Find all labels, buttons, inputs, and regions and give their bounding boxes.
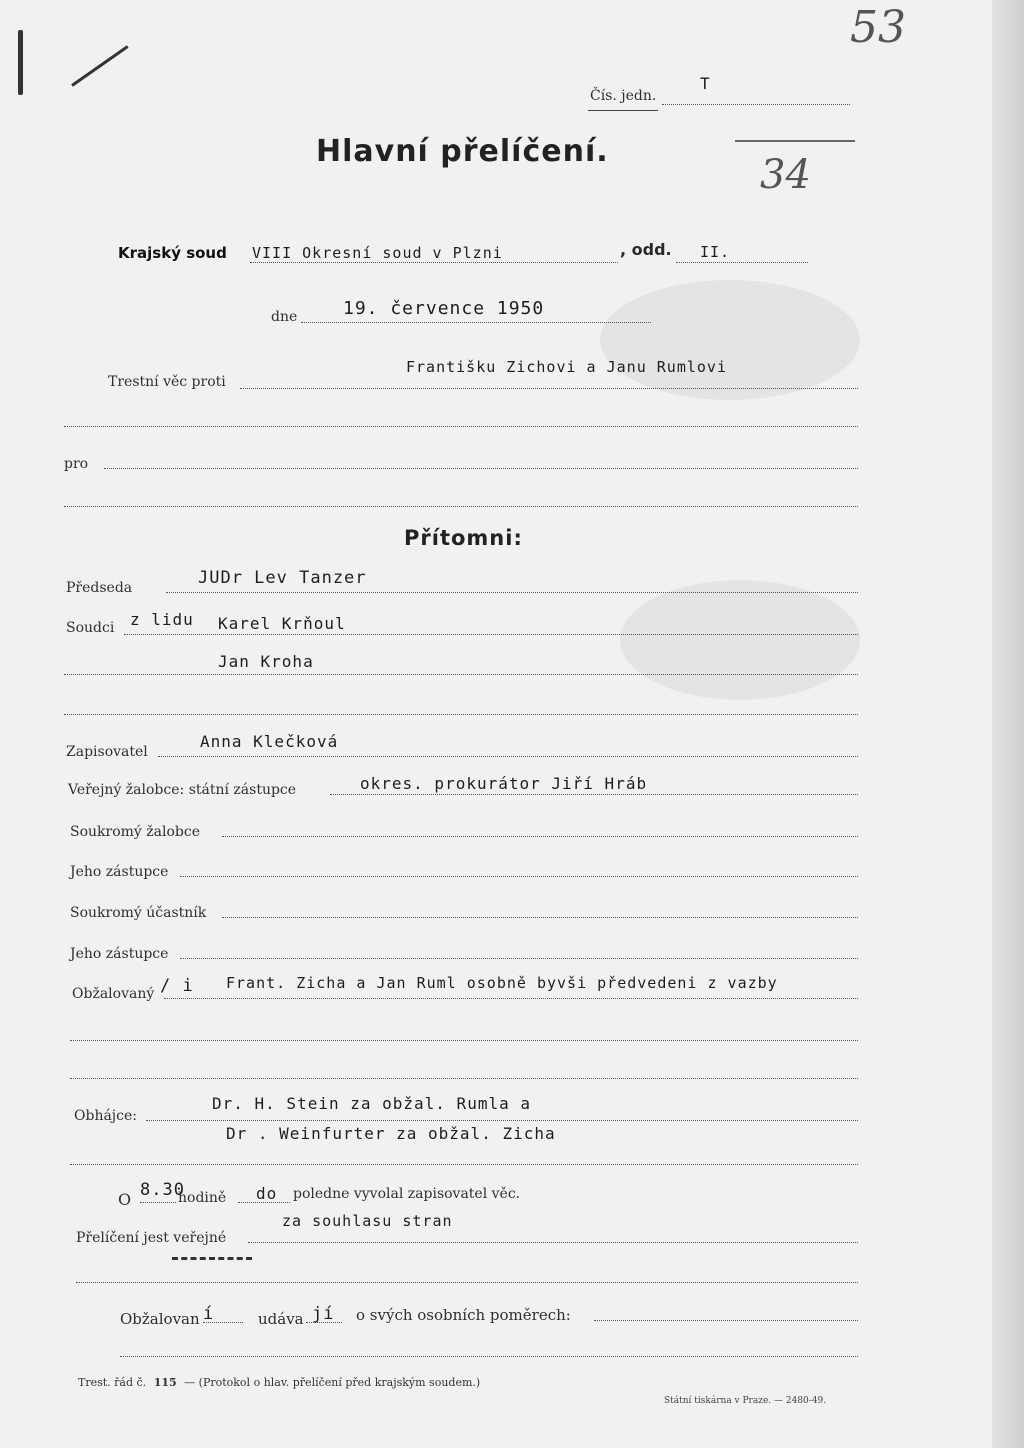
poledne-text: poledne vyvolal zapisovatel věc.: [293, 1186, 521, 1202]
verejny-line: [330, 794, 858, 795]
pro-label: pro: [64, 456, 89, 472]
soukromy-zalobce-label: Soukromý žalobce: [70, 824, 200, 840]
blank-line: [64, 426, 858, 427]
soukromy-zalobce-line: [222, 836, 858, 837]
paper-stain: [600, 280, 860, 400]
jeho-zastupce-label: Jeho zástupce: [70, 864, 169, 880]
dne-label: dne: [271, 309, 298, 325]
udava-suffix: jí: [312, 1304, 335, 1324]
soukromy-ucastnik-label: Soukromý účastník: [70, 905, 207, 921]
blank-line: [70, 1040, 858, 1041]
soudci-label: Soudci: [66, 620, 115, 636]
document-title: Hlavní přelíčení.: [316, 134, 609, 169]
present-heading: Přítomni:: [404, 526, 523, 550]
verejne-label: Přelíčení jest veřejné: [76, 1230, 227, 1246]
soudce-name: Karel Krňoul: [218, 614, 346, 633]
do-line: [238, 1202, 290, 1203]
predseda-name: JUDr Lev Tanzer: [198, 568, 367, 588]
blank-line: [70, 1078, 858, 1079]
trestni-line: [240, 388, 858, 389]
souhlas-text: za souhlasu stran: [282, 1212, 453, 1230]
defendants-against: Františku Zichovi a Janu Rumlovi: [406, 358, 727, 376]
o-label: O: [118, 1190, 132, 1209]
blank-line: [76, 1282, 858, 1283]
cis-jedn-value: T: [700, 74, 711, 93]
soudci-line-2: [64, 674, 858, 675]
odd-label: , odd.: [620, 240, 672, 259]
verejne-line: [248, 1242, 858, 1243]
do-value: do: [256, 1184, 278, 1203]
pro-line: [104, 468, 858, 469]
cis-jedn-line: [662, 104, 850, 105]
defender-name: Dr . Weinfurter za obžal. Zicha: [226, 1124, 556, 1143]
obhajce-line: [146, 1120, 858, 1121]
blank-line: [64, 506, 858, 507]
accused-names: Frant. Zicha a Jan Ruml osobně byvši předvedeni z vazby: [226, 974, 778, 992]
court-name: VIII Okresní soud v Plzni: [252, 244, 503, 262]
soudci-line: [124, 634, 858, 635]
footer-form-desc: — (Protokol o hlav. přelíčení před krajským soudem.): [184, 1376, 481, 1389]
zapisovatel-label: Zapisovatel: [66, 744, 148, 760]
zapisovatel-name: Anna Klečková: [200, 732, 339, 751]
obhajce-line-2: [70, 1164, 858, 1165]
predseda-label: Předseda: [66, 580, 133, 596]
pencil-check-mark: [71, 45, 128, 86]
margin-mark: [18, 30, 23, 95]
zapisovatel-line: [158, 756, 858, 757]
soudci-prefix: z lidu: [130, 610, 194, 629]
struck-out-word: [172, 1257, 252, 1260]
handwritten-rule: [735, 140, 855, 142]
osobni-text: o svých osobních poměrech:: [356, 1306, 571, 1324]
odd-value: II.: [700, 243, 731, 261]
date-line: [301, 322, 651, 323]
predseda-line: [166, 592, 858, 593]
jeho-zastupce-label: Jeho zástupce: [70, 946, 169, 962]
cis-jedn-underline: [588, 110, 658, 111]
trestni-vec-label: Trestní věc proti: [108, 374, 226, 390]
obzalovany-suffix: / i: [160, 976, 194, 996]
obzalovany-line: [164, 998, 858, 999]
court-overprint: Krajský soud: [118, 244, 227, 262]
page-edge-shadow: [992, 0, 1024, 1448]
handwritten-sub-number: 34: [760, 152, 811, 198]
court-line: [250, 262, 618, 263]
hour-line: [140, 1202, 176, 1203]
cis-jedn-label: Čís. jedn.: [590, 88, 657, 104]
jeho-zastupce-line: [180, 876, 858, 877]
footer-form-note: [78, 1376, 480, 1389]
obzalovan-line: [203, 1322, 243, 1323]
obzalovany-label: Obžalovaný: [72, 986, 155, 1002]
udava-line: [306, 1322, 342, 1323]
udava-label: udáva: [258, 1310, 304, 1328]
obzalovan-suffix: í: [203, 1304, 215, 1324]
soukromy-ucastnik-line: [222, 917, 858, 918]
handwritten-page-number: 53: [850, 2, 906, 53]
hearing-date: 19. července 1950: [343, 298, 545, 319]
blank-line: [64, 714, 858, 715]
paper-stain: [620, 580, 860, 700]
defender-name: Dr. H. Stein za obžal. Rumla a: [212, 1094, 531, 1113]
printer-imprint: Státní tiskárna v Praze. — 2480-49.: [664, 1396, 827, 1406]
verejny-zalobce-label: Veřejný žalobce: státní zástupce: [68, 782, 297, 798]
obzalovan-label: Obžalovan: [120, 1310, 200, 1328]
odd-line: [676, 262, 808, 263]
blank-line: [120, 1356, 858, 1357]
start-hour: 8.30: [140, 1180, 185, 1200]
hodine-label: hodině: [178, 1190, 227, 1206]
osobni-line: [594, 1320, 858, 1321]
prosecutor-name: okres. prokurátor Jiří Hráb: [360, 774, 648, 793]
footer-form-label: Trest. řád č.: [78, 1376, 147, 1389]
soudce-name: Jan Kroha: [218, 652, 314, 671]
obhajce-label: Obhájce:: [74, 1108, 137, 1124]
jeho-zastupce-line: [180, 958, 858, 959]
footer-form-number: 115: [153, 1376, 177, 1389]
